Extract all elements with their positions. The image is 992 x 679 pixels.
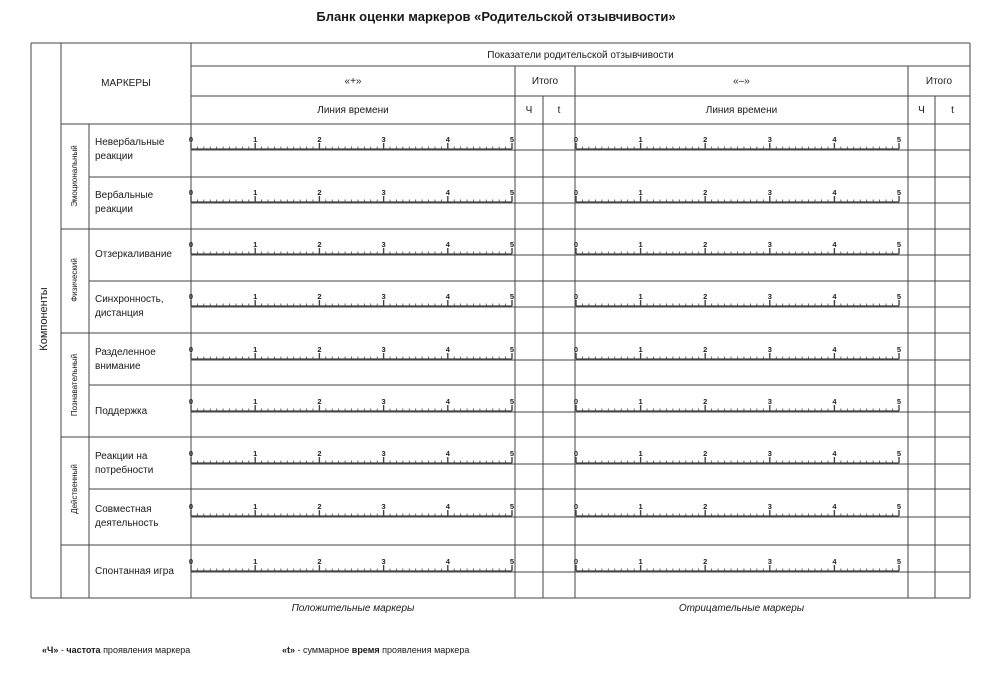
positive-timeline-tick-label: 3 (381, 292, 386, 301)
negative-timeline-tick-label: 0 (573, 240, 579, 249)
negative-timeline-tick-label: 4 (832, 292, 837, 301)
positive-total-header: Итого (531, 75, 559, 87)
positive-timeline-tick-label: 4 (445, 502, 450, 511)
negative-timeline-tick-label: 2 (703, 292, 708, 301)
negative-total-header: Итого (925, 75, 953, 87)
positive-timeline-tick-label: 2 (317, 502, 322, 511)
negative-timeline-tick-label: 2 (703, 557, 708, 566)
negative-timeline-tick-label: 1 (638, 557, 643, 566)
negative-timeline-tick-label: 3 (767, 449, 772, 458)
negative-timeline-tick-label: 0 (573, 397, 579, 406)
negative-timeline-tick-label: 2 (703, 345, 708, 354)
negative-timeline-tick-label: 5 (896, 292, 902, 301)
positive-timeline-tick-label: 1 (253, 345, 258, 354)
negative-timeline-tick-label: 5 (896, 345, 902, 354)
positive-timeline-tick-label: 1 (253, 397, 258, 406)
negative-freq-header: Ч (918, 104, 925, 116)
frequency-note-dash: - (58, 645, 67, 655)
negative-timeline-tick-label: 2 (703, 502, 708, 511)
positive-timeline-tick-label: 1 (253, 292, 258, 301)
negative-timeline-tick-label: 4 (832, 135, 837, 144)
positive-timeline-tick-label: 2 (317, 449, 322, 458)
form-title: Бланк оценки маркеров «Родительской отзывчивости» (316, 9, 676, 24)
negative-timeline-tick-label: 4 (832, 557, 837, 566)
negative-timeline-tick-label: 1 (638, 397, 643, 406)
positive-timeline-tick-label: 3 (381, 449, 386, 458)
positive-timeline-tick-label: 5 (509, 557, 515, 566)
negative-timeline-tick-label: 3 (767, 502, 772, 511)
positive-timeline-tick-label: 0 (188, 292, 194, 301)
positive-timeline-tick-label: 4 (445, 397, 450, 406)
positive-timeline-tick-label: 4 (445, 292, 450, 301)
positive-timeline-tick-label: 1 (253, 135, 258, 144)
positive-timeline-tick-label: 5 (509, 502, 515, 511)
positive-timeline-tick-label: 0 (188, 345, 194, 354)
negative-timeline-tick-label: 1 (638, 188, 643, 197)
positive-timeline-tick-label: 4 (445, 188, 450, 197)
negative-timeline-tick-label: 2 (703, 240, 708, 249)
positive-caption: Положительные маркеры (291, 603, 415, 614)
negative-timeline-tick-label: 3 (767, 397, 772, 406)
positive-timeline-tick-label: 4 (445, 240, 450, 249)
marker-label-mirroring: Отзеркаливание (95, 249, 172, 260)
marker-label-shared-attention: Разделенное внимание (95, 347, 156, 372)
negative-time-header: t (951, 104, 954, 116)
frequency-note (42, 645, 190, 655)
frequency-note-bold: частота (66, 645, 101, 655)
negative-timeline-tick-label: 4 (832, 345, 837, 354)
negative-timeline-tick-label: 4 (832, 397, 837, 406)
marker-label-spontaneous-play: Спонтанная игра (95, 566, 174, 577)
negative-timeline-tick-label: 1 (638, 240, 643, 249)
positive-timeline-tick-label: 4 (445, 135, 450, 144)
indicators-header: Показатели родительской отзывчивости (487, 49, 674, 61)
positive-timeline-tick-label: 1 (253, 449, 258, 458)
negative-timeline-tick-label: 1 (638, 449, 643, 458)
group-label-cognitive: Познавательный (70, 353, 79, 417)
negative-timeline-tick-label: 0 (573, 345, 579, 354)
group-label-physical: Физический (70, 258, 79, 302)
negative-timeline-tick-label: 3 (767, 135, 772, 144)
negative-caption: Отрицательные маркеры (678, 603, 805, 614)
positive-timeline-tick-label: 5 (509, 345, 515, 354)
negative-timeline-tick-label: 0 (573, 292, 579, 301)
frequency-note-text: проявления маркера (100, 645, 191, 655)
positive-time-header: t (557, 104, 561, 116)
positive-timeline-tick-label: 0 (188, 135, 194, 144)
positive-timeline-tick-label: 5 (509, 188, 515, 197)
negative-timeline-tick-label: 4 (832, 502, 837, 511)
marker-label-verbal: Вербальные реакции (95, 190, 154, 215)
positive-timeline-tick-label: 4 (445, 345, 450, 354)
negative-timeline-tick-label: 4 (832, 240, 837, 249)
frequency-note-key: «Ч» (42, 645, 59, 655)
positive-timeline-tick-label: 5 (509, 292, 515, 301)
marker-label-support: Поддержка (95, 406, 148, 417)
positive-timeline-tick-label: 0 (188, 557, 194, 566)
negative-timeline-tick-label: 2 (703, 135, 708, 144)
time-note-key: «t» (282, 645, 296, 655)
positive-freq-header: Ч (525, 104, 533, 116)
negative-timeline-tick-label: 3 (767, 240, 772, 249)
negative-timeline-tick-label: 1 (638, 502, 643, 511)
negative-timeline-tick-label: 1 (638, 292, 643, 301)
negative-timeline-tick-label: 0 (573, 188, 579, 197)
negative-timeline-tick-label: 5 (896, 135, 902, 144)
positive-timeline-tick-label: 5 (509, 397, 515, 406)
positive-header: «+» (344, 75, 362, 87)
positive-timeline-tick-label: 4 (445, 449, 450, 458)
positive-timeline-tick-label: 0 (188, 188, 194, 197)
positive-timeline-tick-label: 4 (445, 557, 450, 566)
negative-timeline-header: Линия времени (705, 104, 778, 116)
negative-timeline-tick-label: 2 (703, 188, 708, 197)
time-note (282, 645, 469, 655)
positive-timeline-tick-label: 3 (381, 188, 386, 197)
negative-timeline-tick-label: 5 (896, 188, 902, 197)
positive-timeline-header: Линия времени (317, 104, 389, 116)
positive-timeline-tick-label: 3 (381, 240, 386, 249)
marker-label-nonverbal: Невербальные реакции (95, 137, 165, 162)
negative-timeline-tick-label: 3 (767, 557, 772, 566)
positive-timeline-tick-label: 5 (509, 135, 515, 144)
positive-timeline-tick-label: 2 (317, 188, 322, 197)
negative-timeline-tick-label: 4 (832, 449, 837, 458)
negative-timeline-tick-label: 5 (896, 557, 902, 566)
negative-header: «–» (733, 75, 750, 87)
positive-timeline-tick-label: 3 (381, 557, 386, 566)
markers-header: МАРКЕРЫ (101, 77, 151, 89)
marker-label-needs-reactions: Реакции на потребности (95, 451, 154, 476)
positive-timeline-tick-label: 5 (509, 449, 515, 458)
negative-timeline-tick-label: 0 (573, 135, 579, 144)
time-note-text: проявления маркера (379, 645, 470, 655)
negative-timeline-tick-label: 4 (832, 188, 837, 197)
positive-timeline-tick-label: 2 (317, 345, 322, 354)
time-note-mid: - суммарное (295, 645, 352, 655)
positive-timeline-tick-label: 3 (381, 345, 386, 354)
marker-label-joint-activity: Совместная деятельность (95, 504, 159, 529)
positive-timeline-tick-label: 2 (317, 292, 322, 301)
group-label-emotional: Эмоциональный (70, 145, 79, 207)
positive-timeline-tick-label: 0 (188, 449, 194, 458)
time-note-bold: время (351, 645, 380, 655)
negative-timeline-tick-label: 3 (767, 292, 772, 301)
positive-timeline-tick-label: 1 (253, 502, 258, 511)
negative-timeline-tick-label: 2 (703, 397, 708, 406)
positive-timeline-tick-label: 0 (188, 502, 194, 511)
positive-timeline-tick-label: 2 (317, 397, 322, 406)
marker-label-synchrony: Синхронность, дистанция (95, 294, 164, 319)
positive-timeline-tick-label: 1 (253, 188, 258, 197)
positive-timeline-tick-label: 3 (381, 502, 386, 511)
positive-timeline-tick-label: 3 (381, 397, 386, 406)
positive-timeline-tick-label: 2 (317, 135, 322, 144)
negative-timeline-tick-label: 3 (767, 345, 772, 354)
negative-timeline-tick-label: 0 (573, 502, 579, 511)
positive-timeline-tick-label: 2 (317, 240, 322, 249)
negative-timeline-tick-label: 0 (573, 449, 579, 458)
group-label-active: Действенный (70, 464, 79, 514)
negative-timeline-tick-label: 3 (767, 188, 772, 197)
negative-timeline-tick-label: 5 (896, 240, 902, 249)
negative-timeline-tick-label: 1 (638, 345, 643, 354)
positive-timeline-tick-label: 0 (188, 397, 194, 406)
positive-timeline-tick-label: 1 (253, 557, 258, 566)
positive-timeline-tick-label: 2 (317, 557, 322, 566)
positive-timeline-tick-label: 0 (188, 240, 194, 249)
components-label: Компоненты (38, 287, 50, 351)
positive-timeline-tick-label: 1 (253, 240, 258, 249)
negative-timeline-tick-label: 5 (896, 397, 902, 406)
negative-timeline-tick-label: 5 (896, 449, 902, 458)
positive-timeline-tick-label: 3 (381, 135, 386, 144)
negative-timeline-tick-label: 0 (573, 557, 579, 566)
positive-timeline-tick-label: 5 (509, 240, 515, 249)
negative-timeline-tick-label: 1 (638, 135, 643, 144)
negative-timeline-tick-label: 2 (703, 449, 708, 458)
negative-timeline-tick-label: 5 (896, 502, 902, 511)
